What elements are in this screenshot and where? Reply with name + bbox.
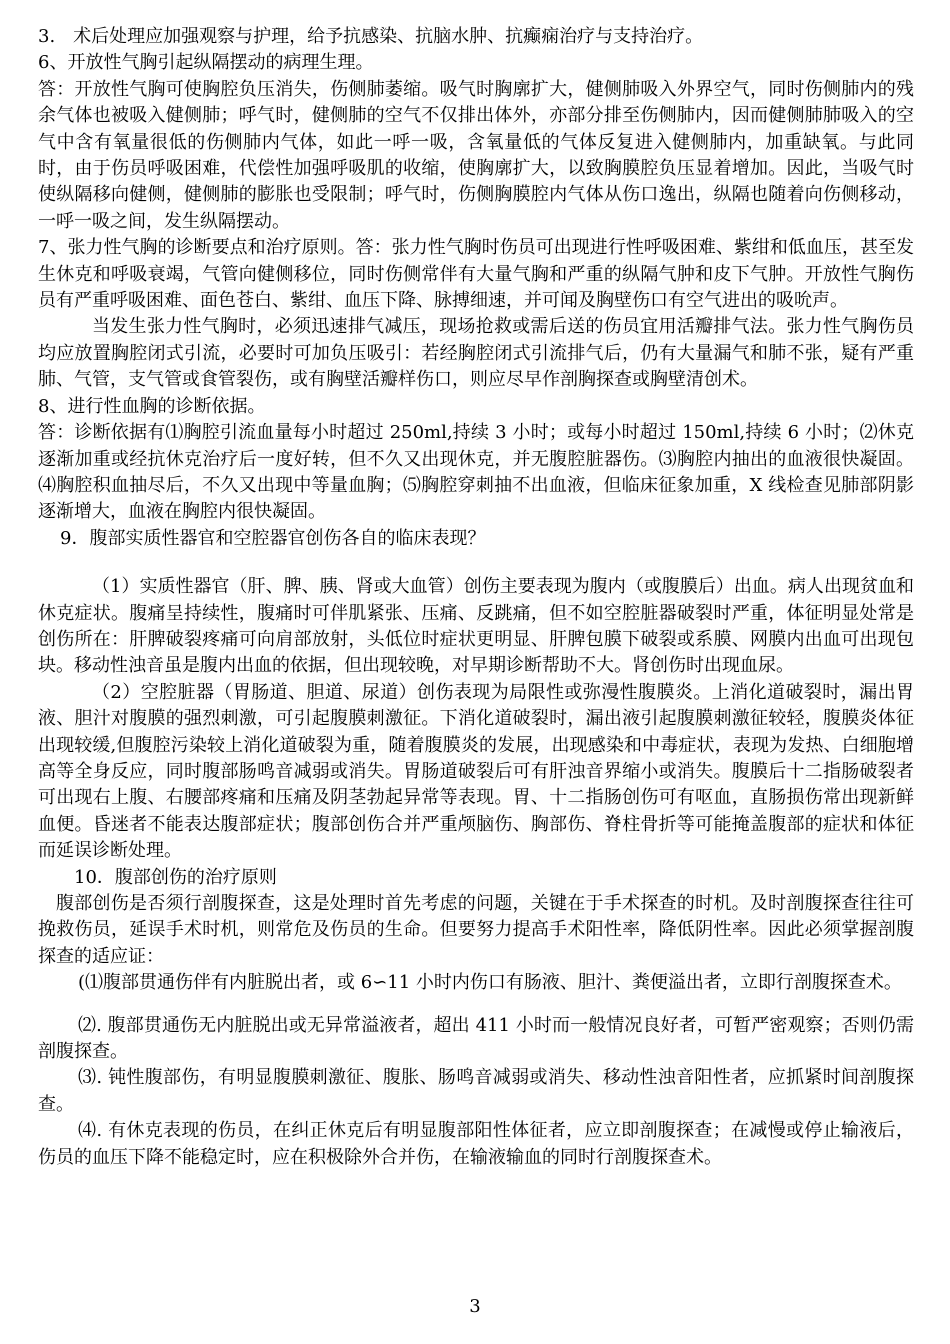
spacer — [38, 552, 914, 574]
question-10-heading: 10．腹部创伤的治疗原则 — [74, 866, 277, 888]
indication-2: ⑵. 腹部贯通伤无内脏脱出或无异常溢液者，超出 411 小时而一般情况良好者，可暂严密观察；否则仍需剖腹探查。 — [38, 1014, 914, 1063]
answer-10-intro: 腹部创伤是否须行剖腹探查，这是处理时首先考虑的问题，关键在于手术探查的时机。及时剖腹探查往往可挽救伤员，延误手术时机，则常危及伤员的生命。但要努力提高手术阳性率，降低阴性率。因此必须掌握剖腹探查的适应证： — [38, 893, 914, 967]
page-number: 3 — [469, 1296, 481, 1317]
answer-8: 答：诊断依据有⑴胸腔引流血量每小时超过 250ml,持续 3 小时；或每小时超过 150ml,持续 6 小时；⑵休克逐渐加重或经抗休克治疗后一度好转，但不久又出现休克，并无腹腔脏器伤。⑶胸腔内抽出的血液很快凝固。⑷胸腔积血抽尽后，不久又出现中等量血胸；⑸胸腔穿刺抽不出血液，但临床征象加重，X 线检查见肺部阴影逐渐增大，血液在胸腔内很快凝固。 — [38, 422, 914, 523]
question-6-heading: 6、开放性气胸引起纵隔摆动的病理生理。 — [38, 52, 374, 74]
indication-4: ⑷. 有休克表现的伤员，在纠正休克后有明显腹部阳性体征者，应立即剖腹探查；在减慢或停止输液后，伤员的血压下降不能稳定时，应在积极除外合并伤，在输液输血的同时行剖腹探查术。 — [38, 1120, 914, 1168]
indication-3: ⑶. 钝性腹部伤，有明显腹膜刺激征、腹胀、肠鸣音减弱或消失、移动性浊音阳性者，应抓紧时间剖腹探查。 — [38, 1067, 914, 1115]
answer-9-hollow-organs: （2）空腔脏器（胃肠道、胆道、尿道）创伤表现为局限性或弥漫性腹膜炎。上消化道破裂时，漏出胃液、胆汁对腹膜的强烈刺激，可引起腹膜刺激征。下消化道破裂时，漏出液引起腹膜刺激征较轻，腹膜炎体征出现较缓,但腹腔污染较上消化道破裂为重，随着腹膜炎的发展，出现感染和中毒症状，表现为发热、白细胞增高等全身反应，同时腹部肠鸣音减弱或消失。胃肠道破裂后可有肝浊音界缩小或消失。腹膜后十二指肠破裂者可出现右上腹、右腰部疼痛和压痛及阴茎勃起异常等表现。胃、十二指肠创伤可有呕血，直肠损伤常出现新鲜血便。昏迷者不能表达腹部症状；腹部创伤合并严重颅脑伤、胸部伤、脊柱骨折等可能掩盖腹部的症状和体征而延误诊断处理。 — [38, 681, 914, 862]
document-body — [38, 24, 914, 1171]
answer-6: 答：开放性气胸可使胸腔负压消失，伤侧肺萎缩。吸气时胸廓扩大，健侧肺吸入外界空气，同时伤侧肺内的残余气体也被吸入健侧肺；呼气时，健侧肺的空气不仅排出体外，亦部分排至伤侧肺内，因而健侧肺肺吸入的空气中含有氧量很低的伤侧肺内气体，如此一呼一吸，含氧量低的气体反复进入健侧肺内，加重缺氧。与此同时，由于伤员呼吸困难，代偿性加强呼吸肌的收缩，使胸廓扩大，以致胸膜腔负压显着增加。因此，当吸气时使纵隔移向健侧，健侧肺的膨胀也受限制；呼气时，伤侧胸膜腔内气体从伤口逸出，纵隔也随着向伤侧移动，一呼一吸之间，发生纵隔摆动。 — [38, 78, 914, 232]
indication-1: (⑴腹部贯通伤伴有内脏脱出者，或 6∽11 小时内伤口有肠液、胆汁、粪便溢出者，立即行剖腹探查术。 — [78, 972, 902, 994]
question-7-answer: 7、张力性气胸的诊断要点和治疗原则。答：张力性气胸时伤员可出现进行性呼吸困难、紫绀和低血压，甚至发生休克和呼吸衰竭，气管向健侧移位，同时伤侧常伴有大量气胸和严重的纵隔气肿和皮下气肿。开放性气胸伤员有严重呼吸困难、面色苍白、紫绀、血压下降、脉搏细速，并可闻及胸壁伤口有空气进出的吸吮声。 — [38, 237, 914, 312]
treatment-tension-pneumothorax: 当发生张力性气胸时，必须迅速排气减压，现场抢救或需后送的伤员宜用活瓣排气法。张力性气胸伤员均应放置胸腔闭式引流，必要时可加负压吸引：若经胸腔闭式引流排气后，仍有大量漏气和肺不张，疑有严重肺、气管，支气管或食管裂伤，或有胸壁活瓣样伤口，则应尽早作剖胸探查或胸壁清创术。 — [38, 316, 914, 391]
answer-9-solid-organs: （1）实质性器官（肝、脾、胰、肾或大血管）创伤主要表现为腹内（或腹膜后）出血。病人出现贫血和休克症状。腹痛呈持续性，腹痛时可伴肌紧张、压痛、反跳痛，但不如空腔脏器破裂时严重，体征明显处常是创伤所在：肝脾破裂疼痛可向肩部放射，头低位时症状更明显、肝脾包膜下破裂或系膜、网膜内出血可出现包块。移动性浊音虽是腹内出血的依据，但出现较晚，对早期诊断帮助不大。肾创伤时出现血尿。 — [38, 576, 914, 677]
paragraph-postop-care: 3. 术后处理应加强观察与护理，给予抗感染、抗脑水肿、抗癫痫治疗与支持治疗。 — [38, 26, 704, 47]
question-8-heading: 8、进行性血胸的诊断依据。 — [38, 395, 266, 417]
spacer — [38, 997, 914, 1013]
question-9-heading: 9．腹部实质性器官和空腔器官创伤各自的临床表现？ — [60, 527, 486, 549]
